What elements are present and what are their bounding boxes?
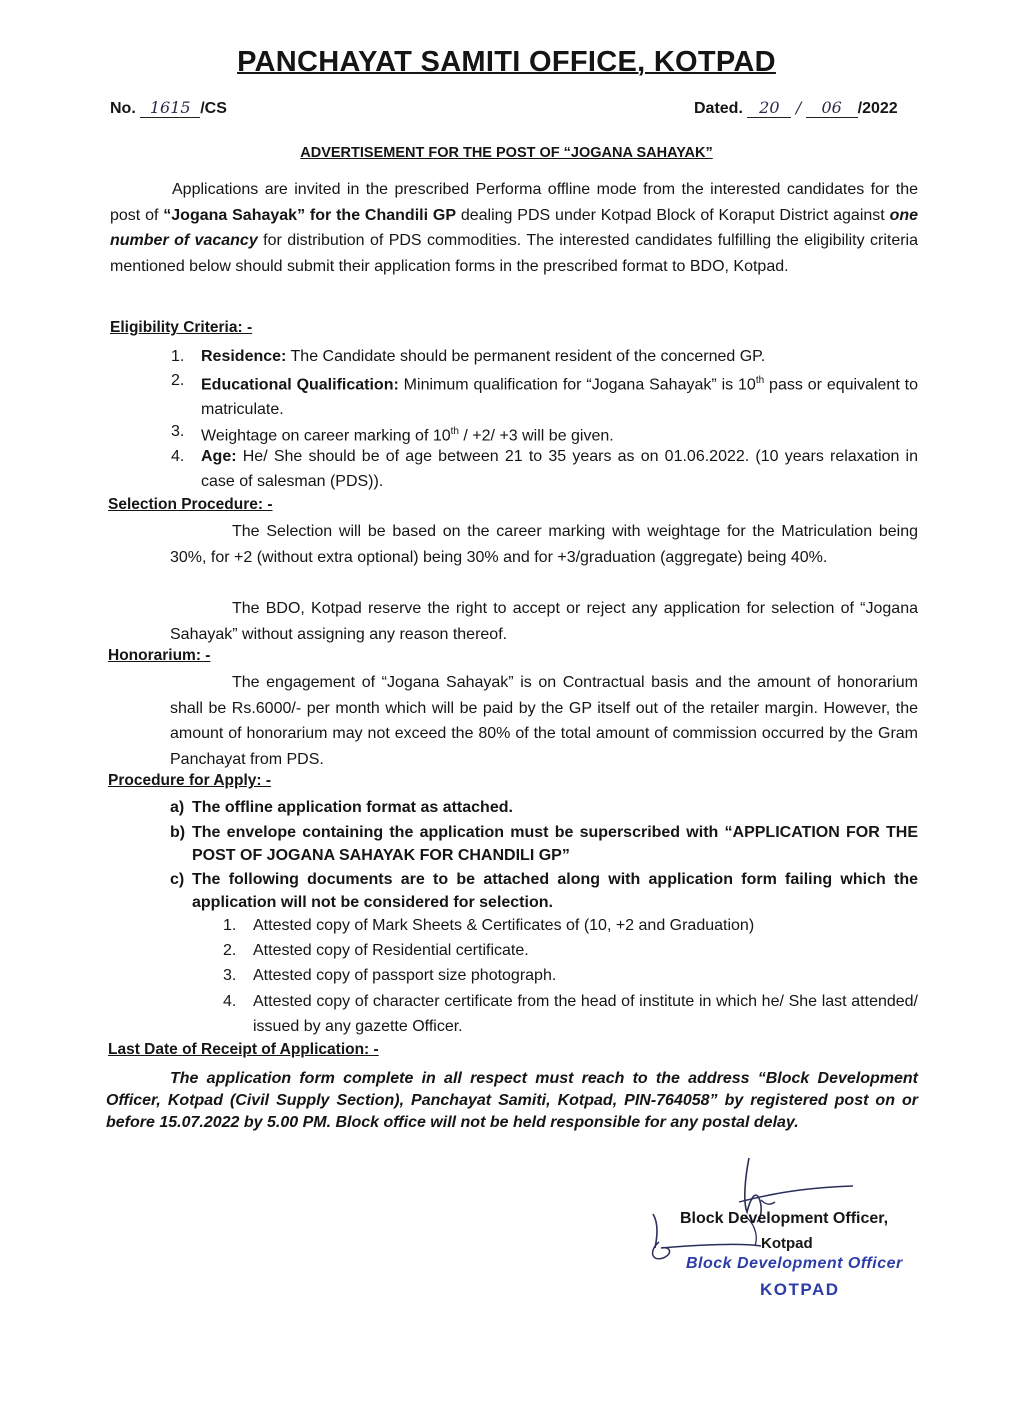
document-item	[223, 913, 918, 938]
ref-suffix: /CS	[200, 100, 227, 117]
item-number: 2.	[171, 372, 185, 389]
item-text: The following documents are to be attached along with application form failing which the application will not be considered for selection.	[192, 871, 918, 911]
signatory-place: Kotpad	[761, 1235, 813, 1252]
signatory-designation: Block Development Officer,	[680, 1210, 889, 1227]
item-number: 4.	[171, 448, 185, 465]
superscript: th	[755, 375, 765, 386]
date-line	[694, 98, 898, 118]
document-item	[223, 963, 918, 988]
procedure-item	[170, 796, 918, 819]
eligibility-item	[171, 344, 918, 369]
date-year: /2022	[857, 100, 898, 117]
item-text: The offline application format as attached.	[192, 799, 513, 816]
item-number: 3.	[223, 967, 237, 984]
office-title: PANCHAYAT SAMITI OFFICE, KOTPAD	[237, 46, 776, 78]
last-date-paragraph: The application form complete in all respect must reach to the address “Block Development Officer, Kotpad (Civil Supply Section), Panchayat Samiti, Kotpad, PIN-764058” by registered post on or before 15.07.2022 by 5.00 PM. Block office will not be held responsible for any postal delay.	[106, 1070, 918, 1131]
item-number: 2.	[223, 942, 237, 959]
item-text: Attested copy of passport size photograph.	[253, 967, 557, 984]
procedure-item	[170, 868, 918, 914]
item-label: Residence:	[201, 348, 287, 365]
item-text: Attested copy of character certificate from the head of institute in which he/ She last attended/ issued by any gazette Officer.	[253, 993, 918, 1035]
selection-paragraph: The Selection will be based on the career marking with weightage for the Matriculation being 30%, for +2 (without extra optional) being 30% and for +3/graduation (aggregate) being 40%.	[170, 523, 918, 566]
item-number: 1.	[171, 348, 185, 365]
item-label: Educational Qualification:	[201, 376, 399, 394]
item-label: a)	[170, 799, 185, 816]
item-label: c)	[170, 871, 185, 888]
document-item	[223, 938, 918, 963]
intro-bold-1: “Jogana Sahayak” for the Chandili GP	[163, 206, 457, 224]
office-stamp-designation: Block Development Officer	[686, 1255, 903, 1272]
item-label: Age:	[201, 448, 237, 465]
last-date-heading: Last Date of Receipt of Application: -	[108, 1041, 379, 1058]
honorarium-heading: Honorarium: -	[108, 647, 211, 664]
item-number: 4.	[223, 993, 237, 1010]
item-text: The Candidate should be permanent resident of the concerned GP.	[286, 348, 766, 365]
intro-text-2: dealing PDS under Kotpad Block of Koraput District against	[456, 206, 890, 224]
ref-number-handwritten: 1615	[140, 98, 200, 118]
selection-heading: Selection Procedure: -	[108, 496, 273, 513]
intro-paragraph	[110, 177, 918, 279]
item-text: Minimum qualification for “Jogana Sahayak” is 10	[398, 376, 756, 394]
procedure-heading: Procedure for Apply: -	[108, 772, 272, 789]
intro-bold-italic: one number of vacancy	[110, 206, 919, 249]
intro-text-1: Applications are invited in the prescribed Performa offline mode from the interested candidates for the post of	[110, 181, 918, 224]
ref-prefix: No.	[110, 100, 136, 117]
selection-paragraph: The BDO, Kotpad reserve the right to accept or reject any application for selection of “Jogana Sahayak” without assigning any reason thereof.	[170, 600, 918, 643]
dated-label: Dated.	[694, 100, 743, 117]
item-text: / +2/ +3 will be given.	[458, 427, 614, 445]
item-text: pass or equivalent to matriculate.	[201, 376, 918, 419]
date-month-handwritten: 06	[806, 98, 858, 118]
document-item	[223, 989, 918, 1039]
eligibility-heading: Eligibility Criteria: -	[110, 319, 253, 336]
intro-text-3: for distribution of PDS commodities. The interested candidates fulfilling the eligibility criteria mentioned below should submit their application forms in the prescribed format to BDO, Kotpad.	[110, 232, 919, 275]
item-text: He/ She should be of age between 21 to 35 years as on 01.06.2022. (10 years relaxation in case of salesman (PDS)).	[201, 448, 918, 490]
item-number: 3.	[171, 423, 185, 440]
superscript: th	[450, 426, 459, 437]
item-text: The envelope containing the application must be superscribed with “APPLICATION FOR THE POST OF JOGANA SAHAYAK FOR CHANDILI GP”	[192, 824, 918, 864]
eligibility-item	[171, 444, 918, 494]
procedure-item	[170, 821, 918, 867]
eligibility-item	[171, 368, 918, 422]
honorarium-paragraph: The engagement of “Jogana Sahayak” is on Contractual basis and the amount of honorarium shall be Rs.6000/- per month which will be paid by the GP itself out of the retailer margin. However, the amount of honorarium may not exceed the 80% of the total amount of commission occurred by the Gram Panchayat from PDS.	[170, 674, 918, 768]
date-day-handwritten: 20	[747, 98, 791, 118]
advertisement-title: ADVERTISEMENT FOR THE POST OF “JOGANA SAHAYAK”	[300, 145, 713, 161]
item-text: Attested copy of Mark Sheets & Certificates of (10, +2 and Graduation)	[253, 917, 755, 934]
item-text: Weightage on career marking of 10	[201, 427, 451, 445]
date-slash: /	[795, 98, 802, 117]
item-label: b)	[170, 824, 186, 841]
reference-number	[110, 98, 227, 118]
office-stamp-place: KOTPAD	[760, 1280, 840, 1299]
item-text: Attested copy of Residential certificate.	[253, 942, 529, 959]
item-number: 1.	[223, 917, 237, 934]
